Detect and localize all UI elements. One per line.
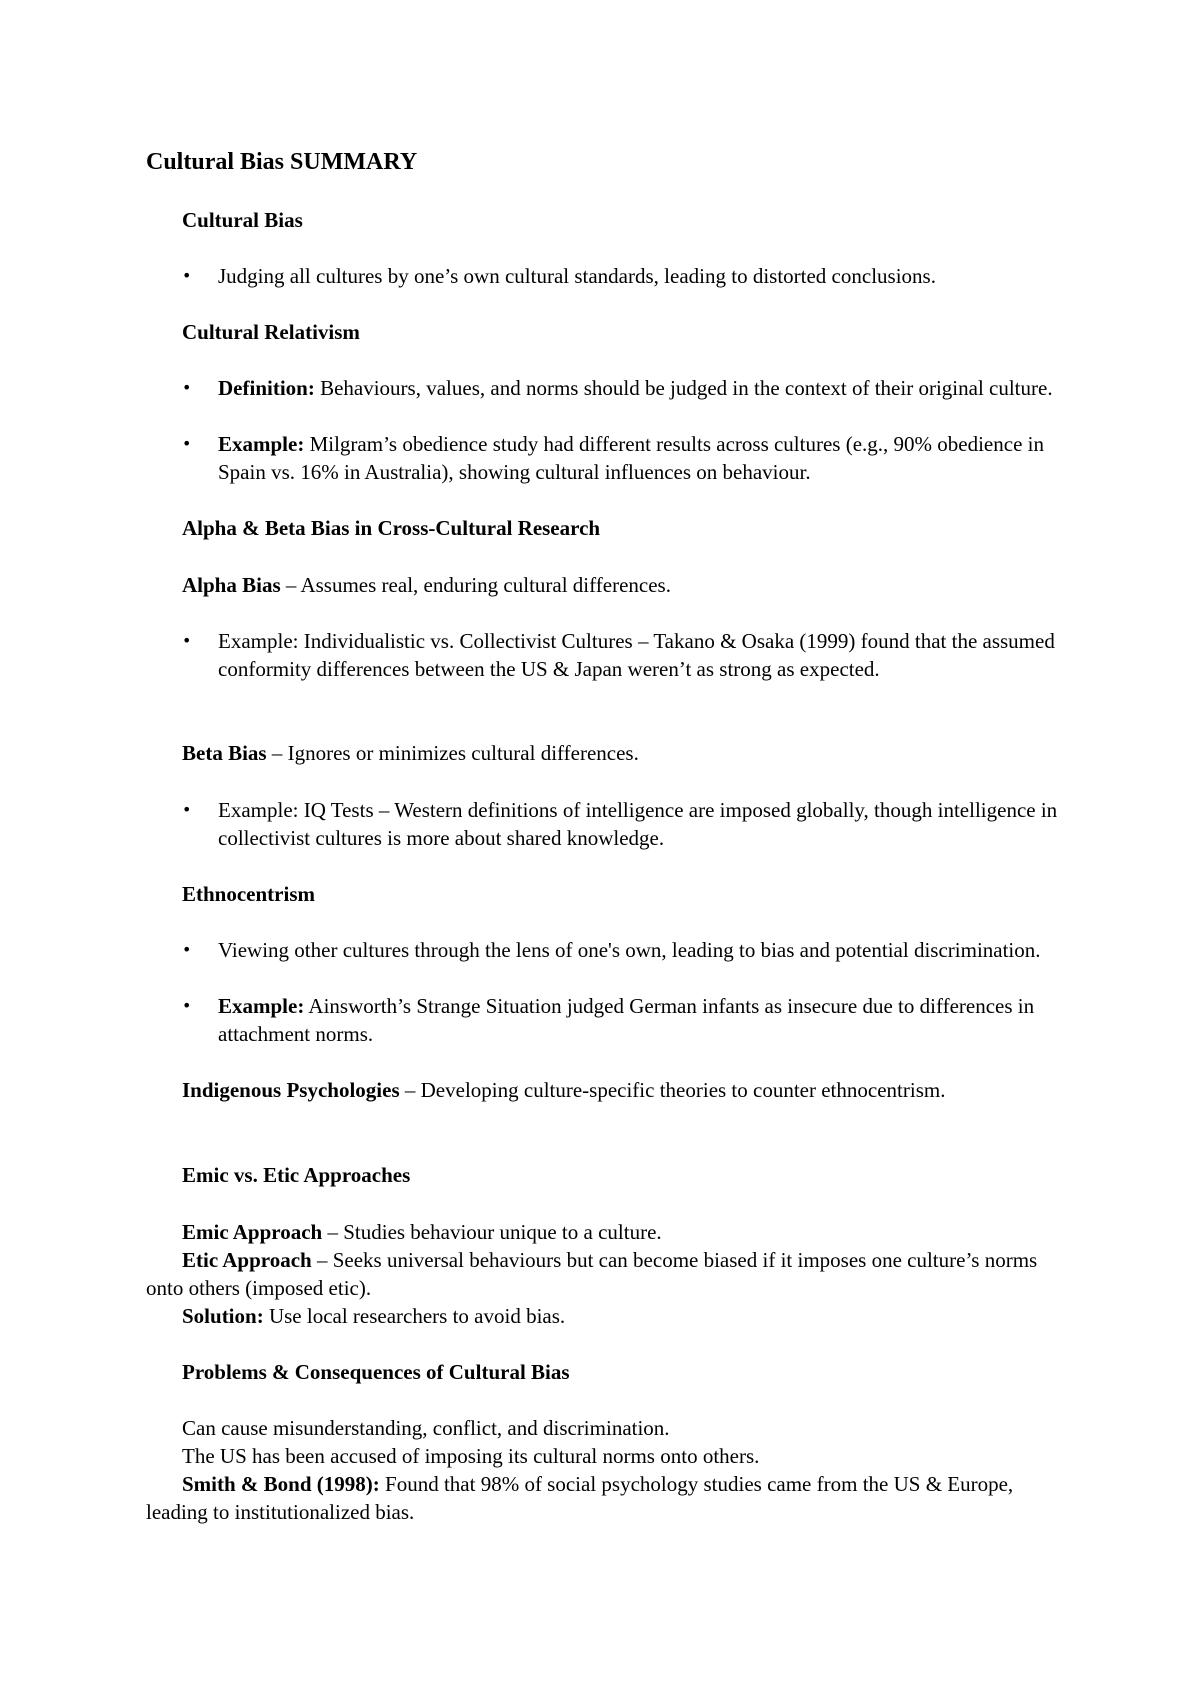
example-text: Ainsworth’s Strange Situation judged German infants as insecure due to differences in attachment norms.: [218, 994, 1035, 1046]
beta-bias-label: Beta Bias: [182, 741, 267, 765]
problems-line-2: The US has been accused of imposing its cultural norms onto others.: [182, 1444, 760, 1468]
problems-line-1: Can cause misunderstanding, conflict, and discrimination.: [182, 1416, 670, 1440]
alpha-bias-text: – Assumes real, enduring cultural differences.: [280, 573, 671, 597]
example-label: Example:: [218, 994, 305, 1018]
solution-label: Solution:: [182, 1304, 264, 1328]
heading-alpha-beta-bias: Alpha & Beta Bias in Cross-Cultural Research: [182, 516, 601, 540]
indigenous-text: – Developing culture-specific theories to counter ethnocentrism.: [399, 1078, 946, 1102]
bullet-cultural-bias-definition: • Judging all cultures by one’s own cultural standards, leading to distorted conclusions.: [182, 264, 936, 288]
heading-cultural-bias: Cultural Bias: [182, 208, 303, 232]
bullet-relativism-example: [182, 430, 1062, 486]
heading-cultural-relativism: Cultural Relativism: [182, 320, 360, 344]
bullet-alpha-example: • Example: Individualistic vs. Collectivist Cultures – Takano & Osaka (1999) found that the assumed conformity differences between the US & Japan weren’t as strong as expected.: [182, 629, 1055, 681]
bullet-relativism-definition: [182, 374, 1062, 402]
smith-bond-text: Found that 98% of social psychology studies came from the US & Europe, leading to institutionalized bias.: [146, 1472, 1014, 1524]
heading-emic-etic: Emic vs. Etic Approaches: [182, 1163, 411, 1187]
bullet-beta-example: • Example: IQ Tests – Western definitions of intelligence are imposed globally, though intelligence in collectivist cultures is more about shared knowledge.: [182, 798, 1058, 850]
solution-text: Use local researchers to avoid bias.: [263, 1304, 566, 1328]
solution-paragraph: [146, 1302, 1056, 1330]
document-title: Cultural Bias SUMMARY: [146, 149, 418, 175]
indigenous-psychologies-paragraph: [146, 1076, 1056, 1104]
bullet-icon: •: [182, 800, 192, 819]
bullet-ethnocentrism-example: [182, 992, 1062, 1048]
etic-approach-paragraph: [146, 1246, 1056, 1302]
bullet-icon: •: [182, 631, 192, 650]
example-text: Milgram’s obedience study had different results across cultures (e.g., 90% obedience in Spain vs. 16% in Australia), showing cultural influences on behaviour.: [218, 432, 1044, 484]
etic-label: Etic Approach: [182, 1248, 312, 1272]
bullet-icon: •: [182, 266, 192, 285]
smith-bond-label: Smith & Bond (1998):: [182, 1472, 380, 1496]
emic-text: – Studies behaviour unique to a culture.: [322, 1220, 662, 1244]
bullet-icon: •: [182, 434, 192, 453]
beta-bias-text: – Ignores or minimizes cultural differences.: [266, 741, 639, 765]
heading-problems-consequences: Problems & Consequences of Cultural Bias: [182, 1360, 570, 1384]
bullet-icon: •: [182, 940, 192, 959]
bullet-icon: •: [182, 378, 192, 397]
beta-bias-line: [182, 739, 1062, 767]
etic-text: – Seeks universal behaviours but can become biased if it imposes one culture’s norms onto others (imposed etic).: [146, 1248, 1038, 1300]
bullet-icon: •: [182, 996, 192, 1015]
heading-ethnocentrism: Ethnocentrism: [182, 882, 315, 906]
smith-bond-paragraph: [146, 1470, 1056, 1526]
definition-text: Behaviours, values, and norms should be judged in the context of their original culture.: [314, 376, 1053, 400]
alpha-bias-label: Alpha Bias: [182, 573, 281, 597]
definition-label: Definition:: [218, 376, 315, 400]
alpha-bias-line: [182, 571, 1062, 599]
emic-approach-paragraph: [146, 1218, 1056, 1246]
indigenous-label: Indigenous Psychologies: [182, 1078, 400, 1102]
emic-label: Emic Approach: [182, 1220, 323, 1244]
example-label: Example:: [218, 432, 305, 456]
bullet-ethnocentrism-definition: • Viewing other cultures through the lens of one's own, leading to bias and potential discrimination.: [182, 938, 1041, 962]
